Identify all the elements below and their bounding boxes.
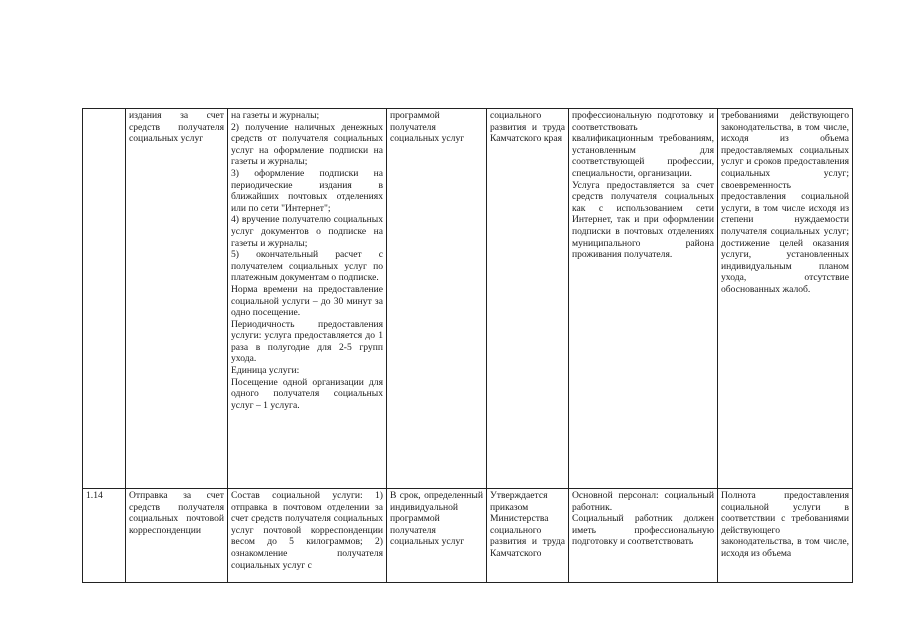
conditions-paragraph: Услуга предоставляется за счет средств получателя социальных как с использованием сети Интернет, так и при оформлении подписки в почтовых отделениях муниципального района проживания получателя.	[572, 179, 714, 261]
cell-service-name: Отправка за счет средств получателя социальных почтовой корреспонденции	[126, 489, 228, 583]
cell-conditions	[569, 489, 718, 583]
cell-quality: Полнота предоставления социальной услуги в соответствии с требованиями действующего законодательства, в том числе, исходя из объема	[718, 489, 853, 583]
cell-number: 1.14	[83, 489, 126, 583]
content-paragraph: на газеты и журналы;	[231, 110, 320, 121]
conditions-paragraph: профессиональную подготовку и соответствовать квалификационным требованиям, установленным для соответствующей профессии, специальности, организации.	[572, 110, 714, 179]
content-paragraph: Состав социальной услуги: 1) отправка в почтовом отделении за счет средств получателя социальных услуг почтовой корреспонденции весом до 5 килограммов; 2) ознакомление получателя социальных услуг с	[231, 490, 383, 571]
content-paragraph: Норма времени на предоставление социальной услуги – до 30 минут за одно посещение.	[231, 283, 383, 319]
cell-term: В срок, определенный индивидуальной программой получателя социальных услуг	[387, 489, 487, 583]
cell-service-content	[228, 109, 387, 489]
cell-conditions	[569, 109, 718, 489]
content-paragraph: Посещение одной организации для одного получателя социальных услуг – 1 услуга.	[231, 376, 383, 411]
cell-service-name: издания за счет средств получателя социальных услуг	[126, 109, 228, 489]
table-row	[83, 109, 853, 489]
content-paragraph: 3) оформление подписки на периодические издания в ближайших почтовых отделениях или по сети "Интернет";	[231, 167, 383, 214]
table-row	[83, 489, 853, 583]
content-paragraph: 2) получение наличных денежных средств от получателя социальных услуг на оформление подписки на газеты и журналы;	[231, 121, 383, 168]
content-paragraph: 5) окончательный расчет с получателем социальных услуг по платежным документам о подписке.	[231, 249, 383, 284]
conditions-paragraph: Социальный работник должен иметь профессиональную подготовку и соответствовать	[572, 513, 714, 548]
cell-tariff: социального развития и труда Камчатского края	[487, 109, 569, 489]
content-paragraph: Единица услуги:	[231, 365, 300, 377]
cell-number	[83, 109, 126, 489]
cell-tariff: Утверждается приказом Министерства социального развития и труда Камчатского	[487, 489, 569, 583]
cell-service-content	[228, 489, 387, 583]
conditions-paragraph: Основной персонал: социальный работник.	[572, 490, 714, 513]
content-paragraph: 4) вручение получателю социальных услуг документов о подписке на газеты и журналы;	[231, 214, 383, 249]
cell-quality: требованиями действующего законодательства, в том числе, исходя из объема предоставляемых социальных услуг и сроков предоставления социальных услуг; своевременность предоставления социальной услуги, в том числе исходя из степени нуждаемости получателя социальных услуг; достижение целей оказания услуги, установленных индивидуальным планом ухода, отсутствие обоснованных жалоб.	[718, 109, 853, 489]
cell-term: программой получателя социальных услуг	[387, 109, 487, 489]
content-paragraph: Периодичность предоставления услуги: услуга предоставляется до 1 раза в полугодие для 2-5 групп ухода.	[231, 318, 383, 365]
services-table	[82, 108, 853, 583]
